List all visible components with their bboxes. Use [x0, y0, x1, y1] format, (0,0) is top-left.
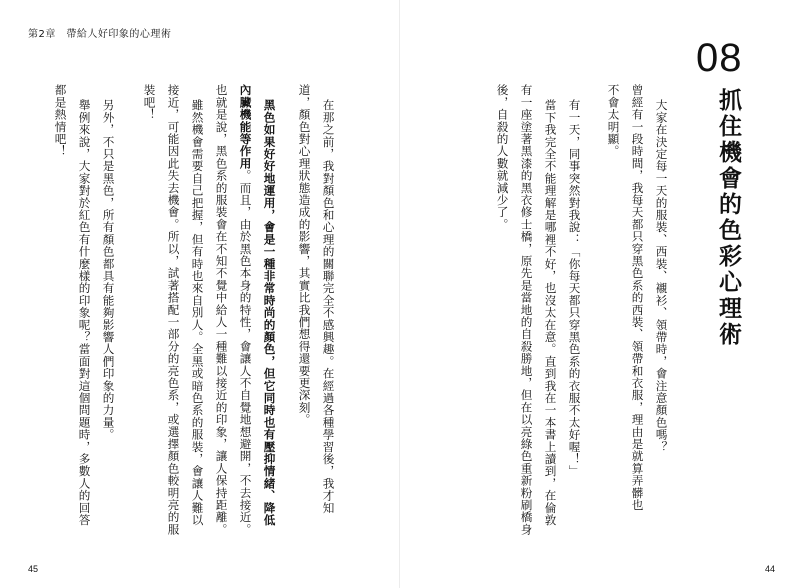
- body-column-bold: [263, 0, 275, 526]
- body-column: 在那之前，我對顏色和心理的關聯完全不感興趣。在經過各種學習後，我才知: [321, 99, 336, 514]
- running-header: 第2章 帶給人好印象的心理術: [28, 29, 172, 40]
- body-column: 曾經有一段時間，我每天都只穿黑色系的西裝、領帶和衣服，理由是就算弄髒也: [630, 84, 645, 511]
- emphasis-text: 黑色如果好好地運用，會是一種非常時尚的顏色，但它同時也有壓抑情緒、降低: [262, 99, 277, 526]
- body-column: 裝吧！: [142, 84, 157, 121]
- body-column: 道，顏色對心理狀態造成的影響，其實比我們想得還要更深刻。: [297, 84, 312, 426]
- body-column: 也就是說，黑色系的服裝會在不知不覺中給人一種難以接近的印象，讓人保持距離。: [214, 84, 229, 536]
- body-column: 有一天，同事突然對我說：「你每天都只穿黑色系的衣服不太好喔！」: [567, 99, 582, 478]
- body-column: 不會太明顯。: [606, 84, 621, 158]
- body-column: 都是熱情吧！: [53, 84, 68, 158]
- page-number: 45: [28, 564, 39, 574]
- body-column: [239, 0, 251, 535]
- left-page: [0, 0, 399, 588]
- body-column: 大家在決定每一天的服裝、西裝、襯衫、領帶時，會注意顏色嗎？: [654, 99, 669, 453]
- body-column: 當下我完全不能理解是哪裡不好，也沒太在意。直到我在一本書上讀到，在倫敦: [543, 99, 558, 526]
- body-column: 舉例來說，大家對於紅色有什麼樣的印象呢？當面對這個問題時，多數人的回答: [77, 99, 92, 526]
- body-column: 後，自殺的人數就減少了。: [495, 84, 510, 231]
- body-text: 。而且，由於黑色本身的特性，會讓人不自覺地想避開，不去接近。: [238, 169, 253, 536]
- chapter-title: 抓住機會的色彩心理術: [715, 88, 741, 348]
- body-column: 接近，可能因此失去機會。所以，試著搭配一部分的亮色系，或選擇顏色較明亮的服: [166, 84, 181, 536]
- body-column: 雖然機會需要自己把握，但有時也來自別人。全黑或暗色系的服裝，會讓人難以: [190, 99, 205, 526]
- right-page: [400, 0, 799, 588]
- body-column: 有一座塗著黑漆的黑衣修士橋，原先是當地的自殺勝地，但在以亮綠色重新粉刷橋身: [519, 84, 534, 536]
- chapter-number: 08: [696, 36, 743, 80]
- emphasis-text: 內臟機能等作用: [238, 84, 253, 170]
- body-column: 另外，不只是黑色，所有顏色都具有能夠影響人們印象的力量。: [101, 99, 116, 441]
- page-number: 44: [765, 564, 776, 574]
